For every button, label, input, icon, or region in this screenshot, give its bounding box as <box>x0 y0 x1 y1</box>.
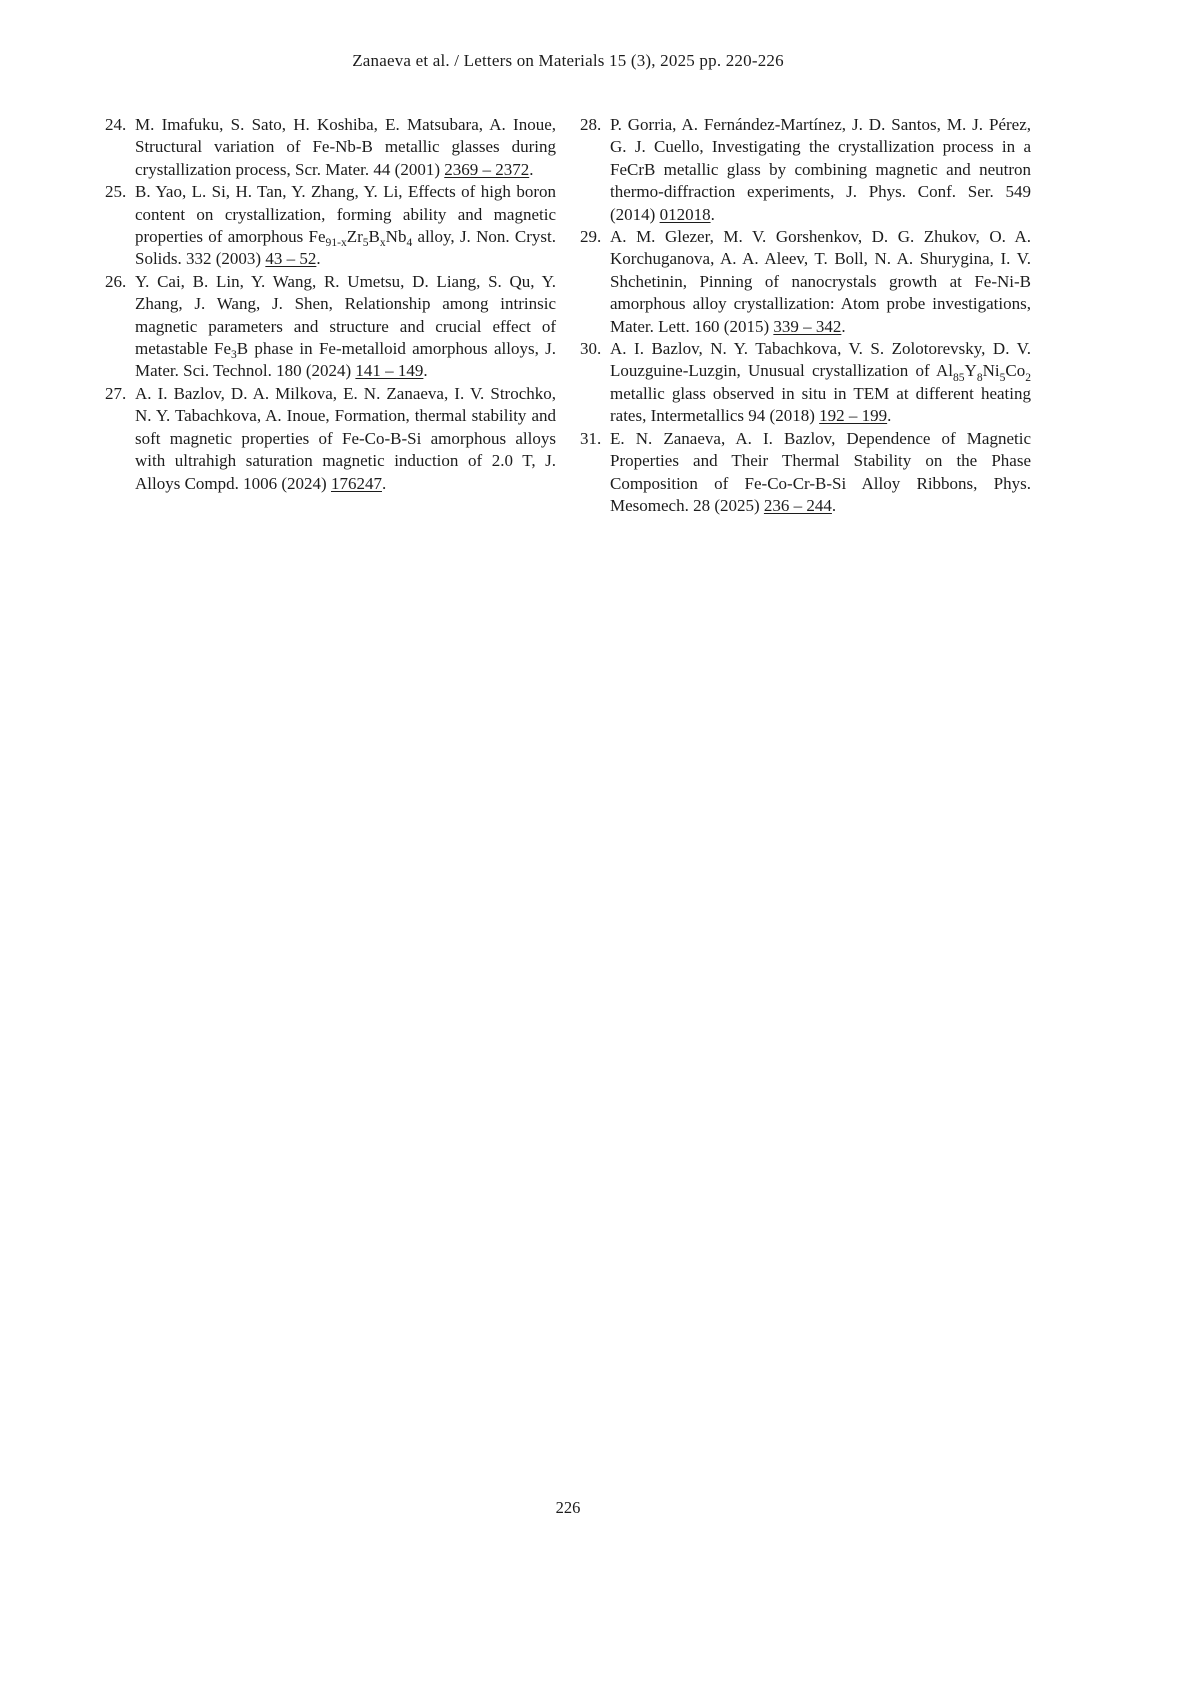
subscript-text: 91-x <box>325 236 347 250</box>
reference-item <box>580 428 1031 518</box>
reference-text <box>610 429 1031 515</box>
reference-number: 26. <box>105 271 127 291</box>
reference-text-segment: Nb <box>385 227 407 247</box>
reference-text-segment: . <box>841 316 846 336</box>
reference-item <box>105 181 556 271</box>
reference-text-segment: M. Imafuku, S. Sato, H. Koshiba, E. Matsubara, A. Inoue, Structural variation of Fe-Nb-B metallic glasses during crystallization process, Scr. Mater. 44 (2001) <box>135 115 556 179</box>
reference-number: 30. <box>580 339 602 359</box>
subscript-text: 2 <box>1025 370 1031 384</box>
reference-text-segment: Co <box>1005 361 1026 381</box>
reference-text-segment: B. Yao, L. Si, H. Tan, Y. Zhang, Y. Li, Effects of high boron content on crystallization, forming ability and magnetic properties of amorphous Fe <box>135 182 556 247</box>
subscript-text: 8 <box>976 370 983 384</box>
reference-text-segment: . <box>381 473 387 493</box>
reference-text-segment: alloy, J. Non. Cryst. Solids. 332 (2003) <box>135 227 556 269</box>
reference-text <box>610 227 1031 336</box>
reference-item <box>580 226 1031 338</box>
reference-item <box>105 114 556 181</box>
reference-text-segment: Ni <box>982 361 1000 381</box>
reference-item <box>105 271 556 383</box>
reference-text-segment: . <box>710 204 715 224</box>
reference-text-segment: A. M. Glezer, M. V. Gorshenkov, D. G. Zhukov, O. A. Korchuganova, A. A. Aleev, T. Boll, N. A. Shurygina, I. V. Shchetinin, Pinning of nanocrystals growth at Fe-Ni-B amorphous alloy crystallization: Atom probe investigations, Mater. Lett. 160 (2015) <box>610 227 1031 336</box>
page-number: 226 <box>555 1498 581 1517</box>
reference-text <box>135 115 556 179</box>
reference-text-segment: A. I. Bazlov, N. Y. Tabachkova, V. S. Zolotorevsky, D. V. Louzguine-Luzgin, Unusual crystallization of Al <box>610 339 1031 381</box>
reference-text-segment: . <box>887 406 892 426</box>
reference-text <box>135 384 556 493</box>
subscript-text: 4 <box>406 236 413 250</box>
reference-text-segment: Y. Cai, B. Lin, Y. Wang, R. Umetsu, D. Liang, S. Qu, Y. Zhang, J. Wang, J. Shen, Relationship among intrinsic magnetic parameters and structure and crucial effect of metastable Fe <box>135 271 556 359</box>
reference-pages-link[interactable]: 192 – 199 <box>819 406 888 426</box>
reference-text-segment: metallic glass observed in situ in TEM at different heating rates, Intermetallics 94 (2018) <box>610 383 1031 426</box>
reference-text-segment: B <box>368 227 380 247</box>
subscript-text: 85 <box>952 370 965 384</box>
reference-text <box>610 115 1031 224</box>
reference-pages-link[interactable]: 339 – 342 <box>773 316 842 336</box>
reference-text-segment: . <box>529 159 534 179</box>
references-column-right <box>580 114 1031 517</box>
reference-pages-link[interactable]: 236 – 244 <box>763 495 832 515</box>
reference-text-segment: . <box>423 361 428 381</box>
reference-text-segment: B phase in Fe-metalloid amorphous alloys, J. Mater. Sci. Technol. 180 (2024) <box>135 339 556 381</box>
reference-pages-link[interactable]: 2369 – 2372 <box>444 159 530 179</box>
reference-text-segment: E. N. Zanaeva, A. I. Bazlov, Dependence of Magnetic Properties and Their Thermal Stability on the Phase Composition of Fe-Co-Cr-B-Si Alloy Ribbons, Phys. Mesomech. 28 (2025) <box>610 428 1031 515</box>
reference-item <box>580 114 1031 226</box>
running-title: Zanaeva et al. / Letters on Materials 15 (3), 2025 pp. 220-226 <box>352 51 784 70</box>
subscript-text: 3 <box>231 348 237 362</box>
reference-text-segment: Zr <box>346 227 363 247</box>
reference-text <box>610 339 1031 425</box>
reference-text-segment: . <box>831 495 837 515</box>
reference-pages-link[interactable]: 012018 <box>659 204 711 224</box>
reference-text <box>135 272 556 381</box>
subscript-text: 5 <box>999 370 1006 384</box>
reference-number: 31. <box>580 428 602 448</box>
reference-pages-link[interactable]: 141 – 149 <box>355 361 424 381</box>
reference-number: 24. <box>105 115 127 134</box>
reference-pages-link[interactable]: 176247 <box>330 473 382 493</box>
reference-text <box>135 182 556 268</box>
reference-number: 25. <box>105 182 127 202</box>
references-section <box>105 114 1031 517</box>
reference-text-segment: Y <box>964 361 977 381</box>
reference-item <box>580 338 1031 428</box>
subscript-text: x <box>379 236 386 250</box>
reference-text-segment: . <box>316 249 321 269</box>
references-column-left <box>105 114 556 495</box>
reference-number: 27. <box>105 383 127 403</box>
reference-text-segment: A. I. Bazlov, D. A. Milkova, E. N. Zanaeva, I. V. Strochko, N. Y. Tabachkova, A. Inoue, Formation, thermal stability and soft magnetic properties of Fe-Co-B-Si amorphous alloys with ultrahigh saturation magnetic induction of 2.0 T, J. Alloys Compd. 1006 (2024) <box>135 383 556 493</box>
reference-item <box>105 383 556 495</box>
reference-text-segment: P. Gorria, A. Fernández-Martínez, J. D. Santos, M. J. Pérez, G. J. Cuello, Investigating the crystallization process in a FeCrB metallic glass by combining magnetic and neutron thermo-diffraction experiments, J. Phys. Conf. Ser. 549 (2014) <box>610 115 1031 224</box>
reference-number: 29. <box>580 227 602 247</box>
reference-pages-link[interactable]: 43 – 52 <box>265 249 317 269</box>
reference-number: 28. <box>580 115 602 134</box>
subscript-text: 5 <box>362 236 369 250</box>
